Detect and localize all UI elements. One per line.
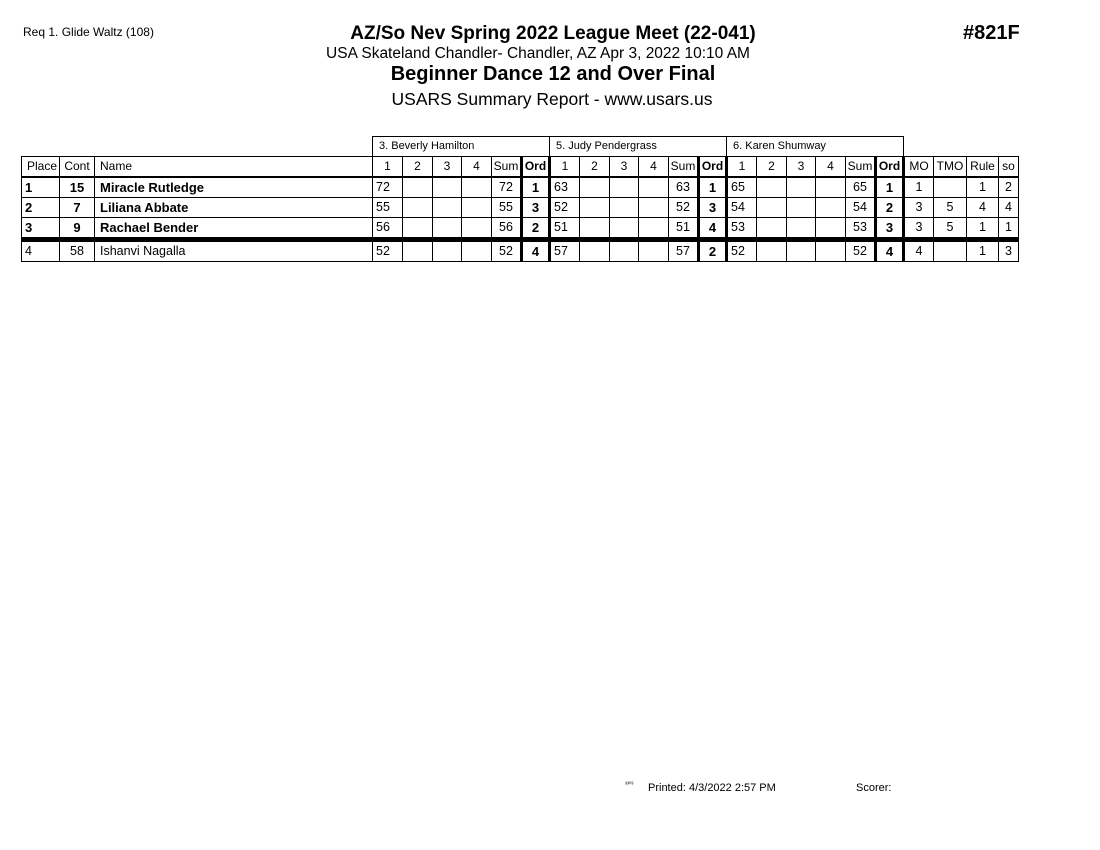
- rule-cell: 1: [967, 218, 999, 240]
- table-row: [22, 218, 1019, 240]
- venue-line: USA Skateland Chandler- Chandler, AZ Apr 3, 2022 10:10 AM: [326, 45, 750, 62]
- mark-cell: [816, 240, 846, 262]
- ord-header: Ord: [876, 157, 904, 178]
- rule-cell: 4: [967, 198, 999, 218]
- mark-cell: [816, 177, 846, 198]
- mo-cell: 3: [904, 198, 934, 218]
- mark-cell: [462, 218, 492, 240]
- mo-cell: 3: [904, 218, 934, 240]
- sum-cell: 56: [492, 218, 522, 240]
- skater-name: Rachael Bender: [95, 218, 373, 240]
- mark-cell: 63: [550, 177, 580, 198]
- mark-cell: [433, 218, 462, 240]
- sum-cell: 52: [846, 240, 876, 262]
- rule-cell: 1: [967, 240, 999, 262]
- footer-mark: ³³⁰³: [625, 782, 634, 788]
- mark-cell: [757, 198, 787, 218]
- mark-cell: [787, 198, 816, 218]
- ord-cell: 4: [699, 218, 727, 240]
- name-header: Name: [95, 157, 373, 178]
- mark-cell: [639, 177, 669, 198]
- required-element: Req 1. Glide Waltz (108): [23, 25, 154, 39]
- sum-cell: 63: [669, 177, 699, 198]
- judge-name: 3. Beverly Hamilton: [373, 137, 550, 157]
- sum-cell: 54: [846, 198, 876, 218]
- sum-cell: 55: [492, 198, 522, 218]
- mark-cell: [639, 218, 669, 240]
- scorer-label: Scorer:: [856, 782, 892, 794]
- mark-cell: [462, 240, 492, 262]
- sum-header: Sum: [492, 157, 522, 178]
- skater-name: Ishanvi Nagalla: [95, 240, 373, 262]
- mark-cell: 57: [550, 240, 580, 262]
- so-header: so: [999, 157, 1019, 178]
- sum-header: Sum: [669, 157, 699, 178]
- mark-cell: [433, 177, 462, 198]
- mark-header: 4: [816, 157, 846, 178]
- results-table: [21, 136, 1019, 262]
- ord-cell: 1: [876, 177, 904, 198]
- rule-header: Rule: [967, 157, 999, 178]
- mark-cell: [787, 240, 816, 262]
- mark-cell: [580, 198, 610, 218]
- mark-cell: 51: [550, 218, 580, 240]
- tmo-cell: [934, 177, 967, 198]
- ord-cell: 2: [876, 198, 904, 218]
- mark-header: 3: [787, 157, 816, 178]
- sum-cell: 65: [846, 177, 876, 198]
- table-row: [22, 177, 1019, 198]
- table-row: [22, 240, 1019, 262]
- mark-cell: [787, 218, 816, 240]
- mark-cell: [610, 177, 639, 198]
- mark-cell: [403, 177, 433, 198]
- mark-header: 1: [727, 157, 757, 178]
- mo-header: MO: [904, 157, 934, 178]
- mark-cell: [462, 177, 492, 198]
- mark-cell: [433, 198, 462, 218]
- mark-cell: [403, 218, 433, 240]
- mark-cell: [610, 218, 639, 240]
- rule-cell: 1: [967, 177, 999, 198]
- ord-cell: 3: [522, 198, 550, 218]
- mark-cell: [757, 218, 787, 240]
- mark-cell: [816, 218, 846, 240]
- mark-cell: 52: [373, 240, 403, 262]
- place-cell: 4: [22, 240, 60, 262]
- sum-cell: 57: [669, 240, 699, 262]
- ord-cell: 3: [699, 198, 727, 218]
- place-cell: 1: [22, 177, 60, 198]
- mark-header: 1: [550, 157, 580, 178]
- mark-cell: [610, 240, 639, 262]
- event-name: Beginner Dance 12 and Over Final: [390, 63, 716, 85]
- mark-cell: [610, 198, 639, 218]
- so-cell: 3: [999, 240, 1019, 262]
- mark-header: 2: [580, 157, 610, 178]
- tmo-cell: 5: [934, 198, 967, 218]
- so-cell: 2: [999, 177, 1019, 198]
- mark-header: 1: [373, 157, 403, 178]
- mark-cell: [403, 198, 433, 218]
- cont-cell: 15: [60, 177, 95, 198]
- printed-timestamp: Printed: 4/3/2022 2:57 PM: [648, 782, 776, 794]
- cont-cell: 7: [60, 198, 95, 218]
- mark-header: 3: [610, 157, 639, 178]
- ord-cell: 2: [699, 240, 727, 262]
- mark-header: 4: [462, 157, 492, 178]
- ord-cell: 4: [876, 240, 904, 262]
- mark-cell: [757, 240, 787, 262]
- judge-header-spacer: [904, 137, 1019, 157]
- ord-header: Ord: [699, 157, 727, 178]
- mark-cell: 54: [727, 198, 757, 218]
- mark-header: 4: [639, 157, 669, 178]
- judge-header-spacer: [22, 137, 373, 157]
- sum-cell: 72: [492, 177, 522, 198]
- event-number: #821F: [963, 22, 1020, 44]
- meet-title: AZ/So Nev Spring 2022 League Meet (22-041): [350, 23, 756, 44]
- mark-cell: [403, 240, 433, 262]
- mark-cell: 53: [727, 218, 757, 240]
- so-cell: 1: [999, 218, 1019, 240]
- mark-cell: [580, 240, 610, 262]
- sum-cell: 53: [846, 218, 876, 240]
- ord-cell: 4: [522, 240, 550, 262]
- mo-cell: 4: [904, 240, 934, 262]
- mo-cell: 1: [904, 177, 934, 198]
- mark-cell: 52: [550, 198, 580, 218]
- mark-cell: [580, 177, 610, 198]
- sum-cell: 52: [669, 198, 699, 218]
- mark-cell: [462, 198, 492, 218]
- results-body: [22, 137, 1019, 262]
- mark-cell: [639, 198, 669, 218]
- mark-cell: [757, 177, 787, 198]
- cont-cell: 9: [60, 218, 95, 240]
- mark-cell: [816, 198, 846, 218]
- cont-header: Cont: [60, 157, 95, 178]
- mark-cell: 56: [373, 218, 403, 240]
- so-cell: 4: [999, 198, 1019, 218]
- place-cell: 3: [22, 218, 60, 240]
- sum-cell: 51: [669, 218, 699, 240]
- cont-cell: 58: [60, 240, 95, 262]
- place-header: Place: [22, 157, 60, 178]
- tmo-cell: [934, 240, 967, 262]
- mark-cell: 72: [373, 177, 403, 198]
- mark-cell: [639, 240, 669, 262]
- place-cell: 2: [22, 198, 60, 218]
- sum-cell: 52: [492, 240, 522, 262]
- report-subtitle: USARS Summary Report - www.usars.us: [391, 89, 713, 109]
- judge-name: 5. Judy Pendergrass: [550, 137, 727, 157]
- skater-name: Miracle Rutledge: [95, 177, 373, 198]
- mark-cell: 65: [727, 177, 757, 198]
- mark-cell: 52: [727, 240, 757, 262]
- judge-header-row: [22, 137, 1019, 157]
- skater-name: Liliana Abbate: [95, 198, 373, 218]
- mark-header: 3: [433, 157, 462, 178]
- judge-name: 6. Karen Shumway: [727, 137, 904, 157]
- ord-cell: 2: [522, 218, 550, 240]
- column-header-row: [22, 157, 1019, 178]
- mark-header: 2: [757, 157, 787, 178]
- mark-cell: [580, 218, 610, 240]
- mark-header: 2: [403, 157, 433, 178]
- mark-cell: [433, 240, 462, 262]
- tmo-header: TMO: [934, 157, 967, 178]
- ord-cell: 3: [876, 218, 904, 240]
- ord-cell: 1: [699, 177, 727, 198]
- ord-cell: 1: [522, 177, 550, 198]
- mark-cell: [787, 177, 816, 198]
- table-row: [22, 198, 1019, 218]
- mark-cell: 55: [373, 198, 403, 218]
- ord-header: Ord: [522, 157, 550, 178]
- sum-header: Sum: [846, 157, 876, 178]
- tmo-cell: 5: [934, 218, 967, 240]
